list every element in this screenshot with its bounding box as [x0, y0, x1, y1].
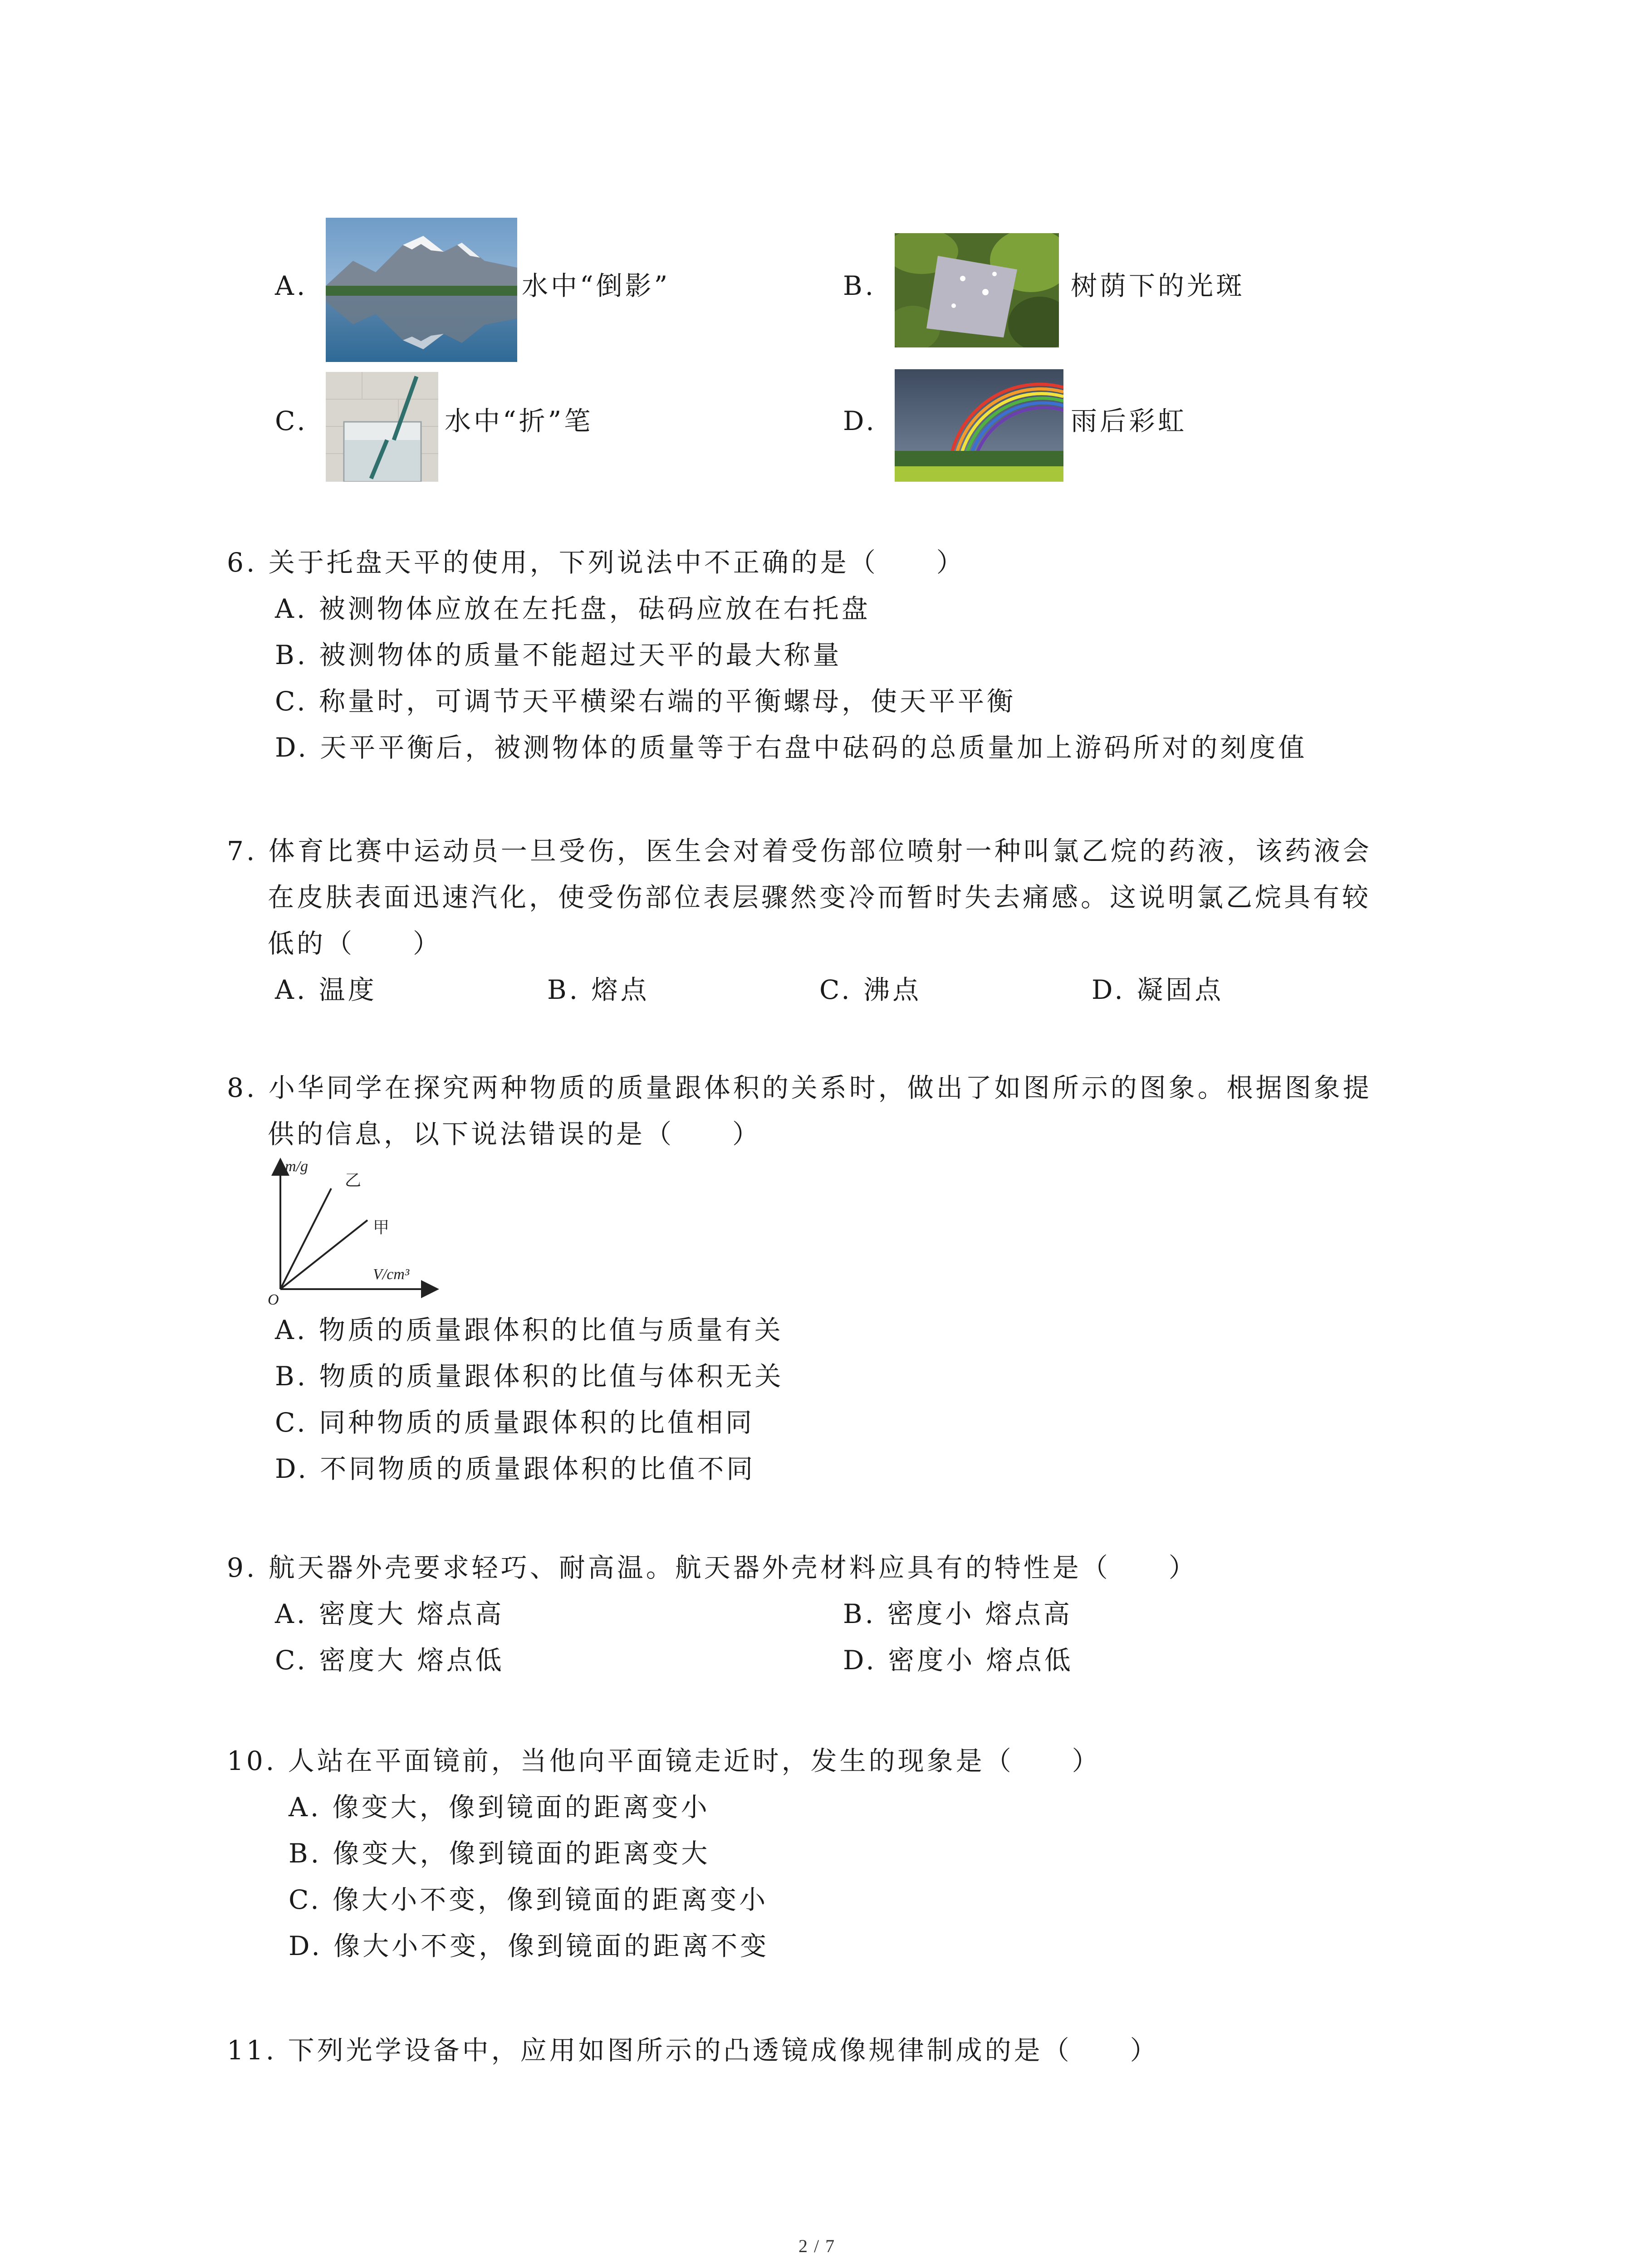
q9-option-b: B. 密度小 熔点高	[843, 1598, 1073, 1629]
q6-option-b: B. 被测物体的质量不能超过天平的最大称量	[275, 640, 842, 670]
line-label-jia: 甲	[373, 1218, 390, 1237]
q8-option-a: A. 物质的质量跟体积的比值与质量有关	[275, 1315, 784, 1345]
q10-option-c: C. 像大小不变，像到镜面的距离变小	[289, 1884, 769, 1915]
pencil-in-water-glass-photo	[326, 372, 438, 482]
x-axis-label: V/cm³	[373, 1266, 410, 1283]
q9-option-c: C. 密度大 熔点低	[275, 1645, 505, 1676]
q6-stem: 6. 关于托盘天平的使用，下列说法中不正确的是（ ）	[227, 547, 965, 578]
q6-option-d: D. 天平平衡后，被测物体的质量等于右盘中砝码的总质量加上游码所对的刻度值	[275, 732, 1308, 763]
q9-option-a: A. 密度大 熔点高	[275, 1598, 505, 1629]
q8-stem-line-2: 供的信息，以下说法错误的是（ ）	[268, 1119, 762, 1149]
q8-option-c: C. 同种物质的质量跟体积的比值相同	[275, 1407, 755, 1438]
q10-option-b: B. 像变大，像到镜面的距离变大	[289, 1838, 710, 1869]
rainbow-after-rain-photo	[895, 369, 1063, 482]
q5-option-b-letter: B.	[843, 270, 877, 301]
q8-stem-line-1: 8. 小华同学在探究两种物质的质量跟体积的关系时，做出了如图所示的图象。根据图象提	[227, 1072, 1372, 1103]
line-label-yi: 乙	[345, 1171, 362, 1189]
q6-option-a: A. 被测物体应放在左托盘，砝码应放在右托盘	[275, 593, 871, 624]
q5-option-a-caption: 水中“倒影”	[522, 270, 671, 301]
q7-stem-line-1: 7. 体育比赛中运动员一旦受伤，医生会对着受伤部位喷射一种叫氯乙烷的药液，该药液会	[227, 836, 1372, 866]
q7-stem-line-2: 在皮肤表面迅速汽化，使受伤部位表层骤然变冷而暂时失去痛感。这说明氯乙烷具有较	[268, 882, 1372, 913]
q8-option-d: D. 不同物质的质量跟体积的比值不同	[275, 1453, 756, 1484]
q11-stem: 11. 下列光学设备中，应用如图所示的凸透镜成像规律制成的是（ ）	[227, 2035, 1159, 2066]
q5-option-b-caption: 树荫下的光斑	[1071, 270, 1245, 301]
q7-option-a: A. 温度	[275, 974, 377, 1005]
q6-option-c: C. 称量时，可调节天平横梁右端的平衡螺母，使天平平衡	[275, 686, 1016, 717]
light-spots-under-tree-photo	[895, 233, 1059, 347]
q8-option-b: B. 物质的质量跟体积的比值与体积无关	[275, 1361, 784, 1392]
q7-option-b: B. 熔点	[547, 974, 650, 1005]
q5-option-d-caption: 雨后彩虹	[1071, 406, 1187, 436]
page-number: 2 / 7	[798, 2236, 836, 2256]
q5-option-c-caption: 水中“折”笔	[445, 406, 593, 436]
q7-option-d: D. 凝固点	[1092, 974, 1224, 1005]
q9-stem: 9. 航天器外壳要求轻巧、耐高温。航天器外壳材料应具有的特性是（ ）	[227, 1552, 1198, 1583]
q10-stem: 10. 人站在平面镜前，当他向平面镜走近时，发生的现象是（ ）	[227, 1745, 1101, 1776]
q5-option-a-letter: A.	[275, 270, 308, 301]
q5-option-d-letter: D.	[843, 406, 877, 436]
q10-option-a: A. 像变大，像到镜面的距离变小	[289, 1792, 710, 1823]
q7-stem-line-3: 低的（ ）	[268, 928, 442, 959]
q9-option-d: D. 密度小 熔点低	[843, 1645, 1073, 1676]
graph-line-yi	[280, 1188, 331, 1289]
y-axis-label: m/g	[285, 1158, 308, 1175]
q5-option-c-letter: C.	[275, 406, 308, 436]
origin-label: O	[268, 1291, 279, 1306]
mass-volume-graph	[254, 1152, 445, 1306]
q10-option-d: D. 像大小不变，像到镜面的距离不变	[289, 1931, 769, 1961]
q7-option-c: C. 沸点	[819, 974, 922, 1005]
mountain-lake-reflection-photo	[326, 218, 517, 362]
graph-line-jia	[280, 1220, 367, 1289]
